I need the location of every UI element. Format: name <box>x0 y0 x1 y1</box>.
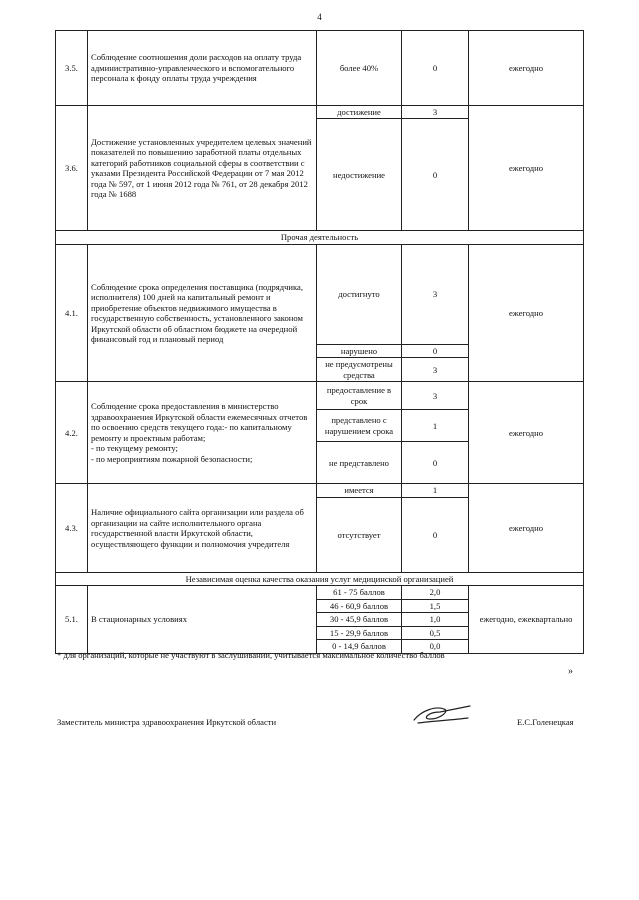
condition: достигнуто <box>317 244 402 344</box>
condition: недостижение <box>317 119 402 231</box>
condition: 46 - 60,9 баллов <box>317 599 402 612</box>
points: 0 <box>402 31 469 106</box>
section-header-row <box>56 572 584 585</box>
period: ежегодно <box>469 484 584 572</box>
condition: 15 - 29,9 баллов <box>317 626 402 639</box>
condition: 30 - 45,9 баллов <box>317 613 402 626</box>
condition: достижение <box>317 106 402 119</box>
period: ежегодно <box>469 106 584 231</box>
criterion-description <box>88 382 317 484</box>
points: 1,0 <box>402 613 469 626</box>
points: 1,5 <box>402 599 469 612</box>
signatory-title: Заместитель министра здравоохранения Иркутской области <box>57 717 277 727</box>
points: 2,0 <box>402 586 469 599</box>
footnote: * для организаций, которые не участвуют в заслушивании, учитывается максимальное количество баллов <box>57 650 445 660</box>
condition: отсутствует <box>317 497 402 572</box>
table-row <box>56 244 584 344</box>
description-line: Соблюдение срока предоставления в министерство здравоохранения Иркутской области ежемесячных отчетов по освоению средств текущего года:- по капитальному ремонту и проектным работам; <box>91 401 308 443</box>
period: ежегодно <box>469 244 584 381</box>
table-row <box>56 31 584 106</box>
condition: более 40% <box>317 31 402 106</box>
row-number: 4.1. <box>56 244 88 381</box>
condition: предоставление в срок <box>317 382 402 410</box>
condition: имеется <box>317 484 402 497</box>
section-title: Независимая оценка качества оказания услуг медицинской организацией <box>56 572 584 585</box>
points: 1 <box>402 410 469 442</box>
points: 0 <box>402 119 469 231</box>
criteria-table <box>55 30 584 654</box>
period: ежегодно <box>469 31 584 106</box>
condition: не предусмотрены средства <box>317 358 402 382</box>
points: 0,5 <box>402 626 469 639</box>
points: 1 <box>402 484 469 497</box>
points: 0 <box>402 442 469 484</box>
condition: не представлено <box>317 442 402 484</box>
period: ежегодно <box>469 382 584 484</box>
section-header-row <box>56 231 584 244</box>
table-row <box>56 484 584 497</box>
table-row <box>56 382 584 410</box>
page-number: 4 <box>317 12 322 22</box>
points: 0 <box>402 497 469 572</box>
criterion-description: Соблюдение срока определения поставщика (подрядчика, исполнителя) 100 дней на капитальный ремонт и приобретение объектов недвижимого имущества в государственную собственность, установленного законом Иркутской области об областном бюджете на очередной финансовый год и плановый период <box>88 244 317 381</box>
handwritten-signature <box>410 700 475 728</box>
points: 0,0 <box>402 640 469 653</box>
section-title: Прочая деятельность <box>56 231 584 244</box>
condition: нарушено <box>317 344 402 357</box>
closing-quote: » <box>568 666 573 677</box>
points: 0 <box>402 344 469 357</box>
row-number: 3.6. <box>56 106 88 231</box>
description-line: - по мероприятиям пожарной безопасности; <box>91 453 253 464</box>
row-number: 4.2. <box>56 382 88 484</box>
signatory-name: Е.С.Голенецкая <box>517 717 574 727</box>
points: 3 <box>402 106 469 119</box>
condition: представлено с нарушением срока <box>317 410 402 442</box>
period: ежегодно, ежеквартально <box>469 586 584 653</box>
criterion-description: Достижение установленных учредителем целевых значений показателей по повышению заработной платы отдельных категорий работников социальной сферы в соответствии с указами Президента Российской Федерации от 7 мая 2012 года № 597, от 1 июня 2012 года № 761, от 28 декабря 2012 года № 1688 <box>88 106 317 231</box>
condition: 0 - 14,9 баллов <box>317 640 402 653</box>
criterion-description: В стационарных условиях <box>88 586 317 653</box>
points: 3 <box>402 358 469 382</box>
points: 3 <box>402 244 469 344</box>
row-number: 4.3. <box>56 484 88 572</box>
condition: 61 - 75 баллов <box>317 586 402 599</box>
table-row <box>56 106 584 119</box>
points: 3 <box>402 382 469 410</box>
row-number: 5.1. <box>56 586 88 653</box>
description-line: - по текущему ремонту; <box>91 443 178 454</box>
row-number: 3.5. <box>56 31 88 106</box>
criterion-description: Соблюдение соотношения доли расходов на оплату труда административно-управленческого и вспомогательного персонала к фонду оплаты труда учреждения <box>88 31 317 106</box>
criterion-description: Наличие официального сайта организации или раздела об организации на сайте исполнительного органа государственной власти Иркутской области, осуществляющего функции и полномочия учредителя <box>88 484 317 572</box>
table-row <box>56 586 584 599</box>
